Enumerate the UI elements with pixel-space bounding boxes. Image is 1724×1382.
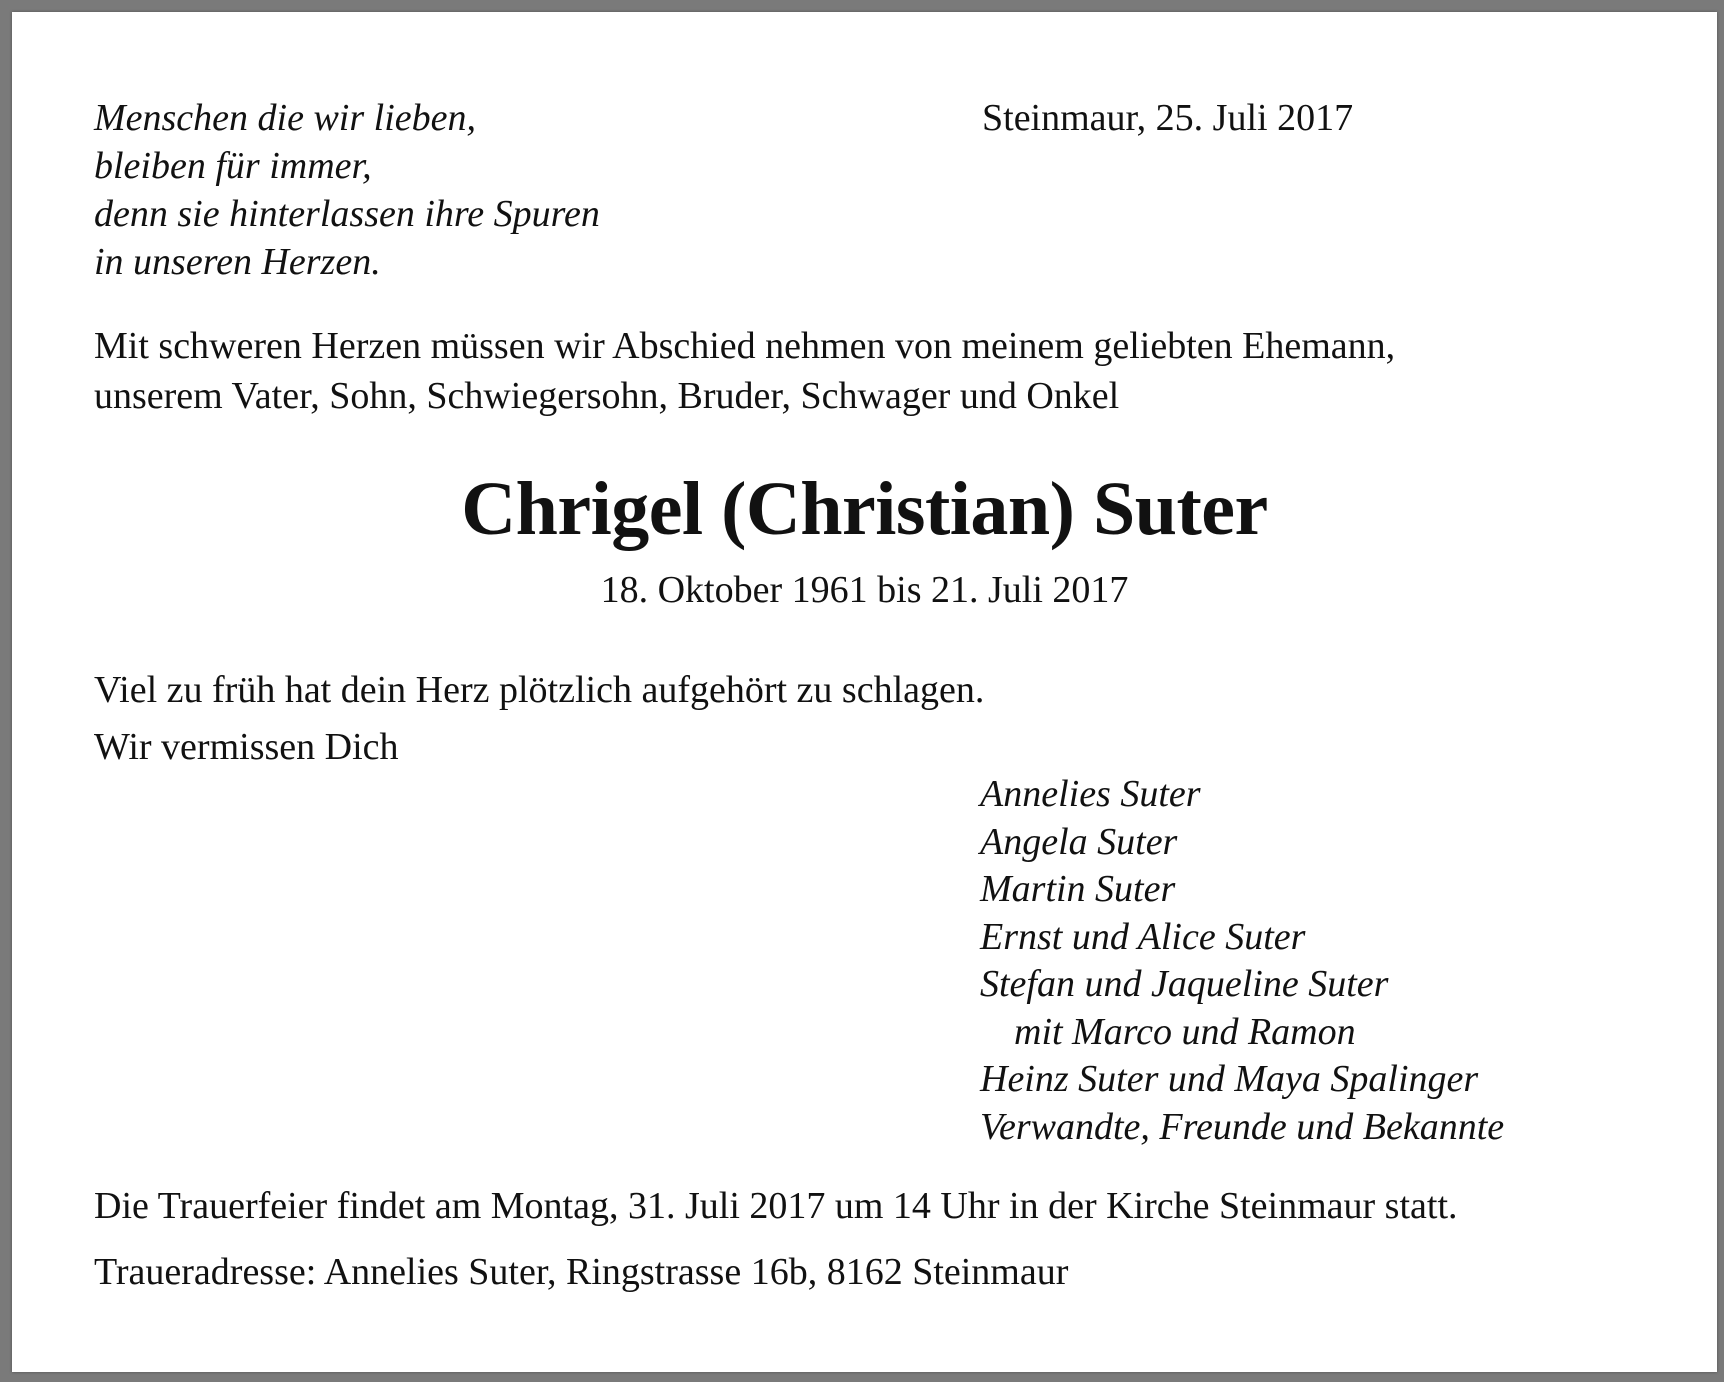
mourners-list — [980, 770, 1504, 1150]
ceremony-info: Die Trauerfeier findet am Montag, 31. Juli 2017 um 14 Uhr in der Kirche Steinmaur statt. — [94, 1185, 1458, 1227]
mourner-item: mit Marco und Ramon — [1014, 1010, 1356, 1053]
motto-line: Menschen die wir lieben, — [94, 97, 477, 139]
mourner-item: Angela Suter — [980, 820, 1178, 863]
obituary-page — [12, 12, 1717, 1372]
mourner-item: Stefan und Jaqueline Suter — [980, 963, 1389, 1005]
mourning-address: Traueradresse: Annelies Suter, Ringstrasse 16b, 8162 Steinmaur — [94, 1251, 1069, 1293]
farewell-line-1: Viel zu früh hat dein Herz plötzlich aufgehört zu schlagen. — [94, 669, 985, 711]
mourner-item: Martin Suter — [980, 868, 1176, 910]
intro-line-2: unserem Vater, Sohn, Schwiegersohn, Bruder, Schwager und Onkel — [94, 375, 1120, 417]
motto-verse — [94, 94, 600, 286]
motto-line: denn sie hinterlassen ihre Spuren — [94, 193, 600, 235]
mourner-item: Verwandte, Freunde und Bekannte — [980, 1105, 1505, 1148]
motto-line: in unseren Herzen. — [94, 241, 381, 283]
lifespan-dates: 18. Oktober 1961 bis 21. Juli 2017 — [600, 569, 1129, 611]
motto-line: bleiben für immer, — [94, 145, 372, 187]
mourner-item: Heinz Suter und Maya Spalinger — [980, 1058, 1479, 1100]
mourner-item: Ernst und Alice Suter — [980, 915, 1306, 958]
deceased-name: Chrigel (Christian) Suter — [461, 467, 1268, 551]
place-date: Steinmaur, 25. Juli 2017 — [982, 97, 1354, 139]
intro-line-1: Mit schweren Herzen müssen wir Abschied nehmen von meinem geliebten Ehemann, — [94, 325, 1396, 367]
mourner-item: Annelies Suter — [980, 773, 1201, 815]
farewell-line-2: Wir vermissen Dich — [94, 726, 399, 768]
